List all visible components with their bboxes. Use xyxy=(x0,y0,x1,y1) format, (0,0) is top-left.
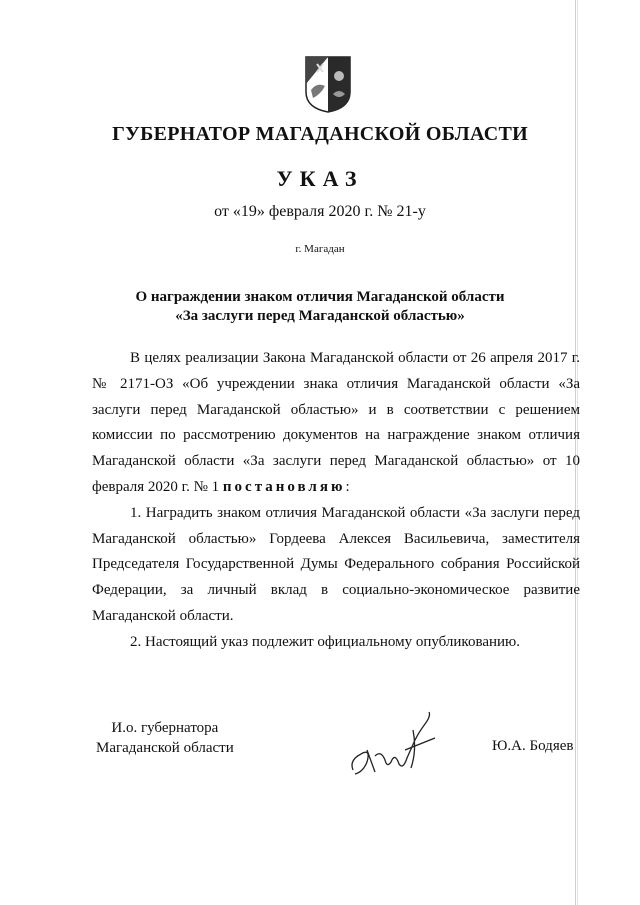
city-label: г. Магадан xyxy=(295,243,345,255)
subject-line-2: «За заслуги перед Магаданской областью» xyxy=(175,308,465,324)
decree-subject xyxy=(60,288,580,326)
position-line-1: И.о. губернатора xyxy=(111,720,219,736)
authority-title: ГУБЕРНАТОР МАГАДАНСКОЙ ОБЛАСТИ xyxy=(112,123,528,145)
decree-date-number: от «19» февраля 2020 г. № 21-у xyxy=(214,203,426,220)
decree-body xyxy=(92,346,580,656)
coat-of-arms-icon xyxy=(303,54,353,114)
document-type: УКАЗ xyxy=(276,166,364,191)
preamble-text: В целях реализации Закона Магаданской области от 26 апреля 2017 г. № 2171-ОЗ «Об учреждении знака отличия Магаданской области «За заслуги перед Магаданской областью» и в соответствии с решением комиссии по рассмотрению документов на награждение знаком отличия Магаданской области «За заслуги перед Магаданской областью» от 10 февраля 2020 г. № 1 xyxy=(92,350,580,495)
preamble-paragraph xyxy=(92,346,580,501)
item-1-paragraph: 1. Наградить знаком отличия Магаданской области «За заслуги перед Магаданской областью» Гордеева Алексея Васильевича, заместителя Председателя Государственной Думы Федерального собрания Российской Федерации, за личный вклад в социально-экономическое развитие Магаданской области. xyxy=(92,504,580,624)
item-2-paragraph: 2. Настоящий указ подлежит официальному опубликованию. xyxy=(130,633,521,650)
decree-word: постановляю xyxy=(222,478,346,495)
handwritten-signature-icon xyxy=(345,710,440,778)
subject-line-1: О награждении знаком отличия Магаданской области xyxy=(135,289,505,305)
signatory-name: Ю.А. Бодяев xyxy=(492,738,574,754)
decree-colon: : xyxy=(345,478,350,495)
signatory-position xyxy=(96,718,234,758)
position-line-2: Магаданской области xyxy=(96,740,234,756)
